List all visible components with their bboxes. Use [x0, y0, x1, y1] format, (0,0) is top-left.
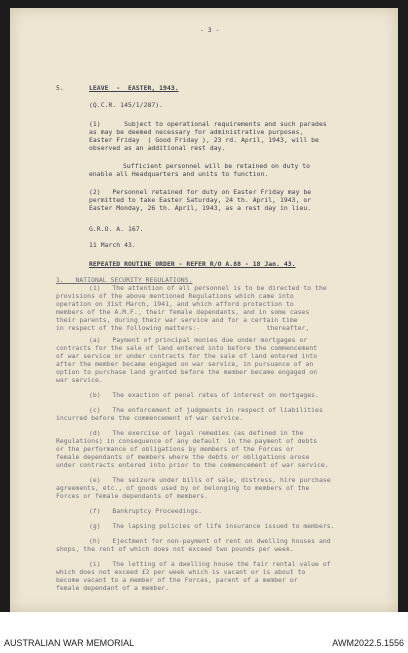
- archive-name: AUSTRALIAN WAR MEMORIAL: [4, 638, 135, 648]
- paragraph-line: after the member became engaged on war service, in pursuance of an: [56, 360, 314, 368]
- paragraph-line: their parents, during their war service and for a certain time: [56, 316, 298, 324]
- paragraph-line: become vacant to a member of the Forces, parent of a member or: [56, 576, 298, 584]
- paragraph-line: under contracts entered into prior to the commencement of war service.: [56, 461, 329, 469]
- sub-heading: 1. NATIONAL SECURITY REGULATIONS.: [56, 276, 193, 284]
- paragraph-line: shops, the rent of which does not exceed two pounds per week.: [56, 545, 294, 553]
- order-date: 11 March 43.: [89, 241, 136, 249]
- repeated-order-heading: REPEATED ROUTINE ORDER - REFER R/O A.88 - 18 Jan. 43.: [89, 260, 296, 268]
- paragraph-line: permitted to take Easter Saturday, 24 th. April, 1943, or: [89, 196, 312, 204]
- paragraph-line: contracts for the sale of land entered into before the commencement: [56, 344, 318, 352]
- paragraph-line: (2) Personnel retained for duty on Easter Friday may be: [89, 188, 312, 196]
- paragraph-line: of war service or under contracts for the sale of land entered into: [56, 352, 318, 360]
- paragraph-line: Forces or female dependants of members.: [56, 492, 209, 500]
- paragraph-line: Easter Friday ( Good Friday ), 23 rd. April, 1943, will be: [89, 136, 319, 144]
- paragraph-line: Sufficient personnel will be retained on duty to: [123, 162, 311, 170]
- section-title: LEAVE - EASTER, 1943.: [89, 84, 179, 92]
- paragraph-line: members of the A.M.F., their female dependants, and in some cases: [56, 308, 310, 316]
- list-item-a: (a) Payment of principal monies due under mortgages or: [89, 336, 308, 344]
- reference: (Q.C.R. 145/1/287).: [89, 101, 164, 109]
- paragraph-line: female dependants of members where the debts or obligations arose: [56, 453, 310, 461]
- paragraph-line: agreements, etc., of goods used by or belonging to members of the: [56, 484, 310, 492]
- paragraph-line: (1) The attention of all personnel is to be directed to the: [89, 284, 327, 292]
- paragraph-line: operation on 31st March, 1941, and which afford protection to: [56, 300, 294, 308]
- paragraph-line: female dependant of a member.: [56, 584, 170, 592]
- paragraph-line: incurred before the commencement of war service.: [56, 414, 244, 422]
- paragraph-line: provisions of the above mentioned Regulations which came into: [56, 292, 294, 300]
- paragraph-line: enable all Headquarters and units to function.: [89, 170, 269, 178]
- list-item-c: (c) The enforcement of judgments in respect of liabilities: [89, 406, 323, 414]
- paragraph-line: in respect of the following matters:- thereafter,: [56, 324, 310, 332]
- list-item-f: (f) Bankruptcy Proceedings.: [89, 507, 203, 515]
- list-item-i: (i) The letting of a dwelling house the fair rental value of: [89, 560, 331, 568]
- paragraph-line: Regulations) in consequence of any default in the payment of debts: [56, 437, 318, 445]
- list-item-e: (e) The seizure under bills of sale, distress, hire purchase: [89, 476, 331, 484]
- page-number: - 3 -: [200, 26, 220, 34]
- list-item-h: (h) Ejectment for non-payment of rent on dwelling houses and: [89, 537, 331, 545]
- archive-footer: [0, 612, 408, 653]
- paragraph-line: observed as an additional rest day.: [89, 144, 226, 152]
- paragraph-line: or the performance of obligations by members of the Forces or: [56, 445, 294, 453]
- paragraph-line: which does not exceed £2 per week which is vacant or is about to: [56, 568, 306, 576]
- paragraph-line: option to purchase land granted before the member became engaged on: [56, 368, 318, 376]
- document-page: [10, 8, 398, 612]
- list-item-b: (b) The exaction of penal rates of interest on mortgages.: [89, 391, 319, 399]
- paragraph-line: (1) Subject to operational requirements and such parades: [89, 120, 327, 128]
- section-number: 5.: [56, 84, 64, 92]
- order-reference: G.R.O. A. 167.: [89, 225, 144, 233]
- paragraph-line: Easter Monday, 26 th. April, 1943, as a rest day in lieu.: [89, 204, 312, 212]
- list-item-d: (d) The exercise of legal remedies (as defined in the: [89, 429, 304, 437]
- list-item-g: (g) The lapsing policies of life insurance issued to members.: [89, 522, 335, 530]
- paragraph-line: as may be deemed necessary for administrative purposes,: [89, 128, 304, 136]
- paragraph-line: war service.: [56, 376, 103, 384]
- archive-id: AWM2022.5.1556: [332, 638, 404, 648]
